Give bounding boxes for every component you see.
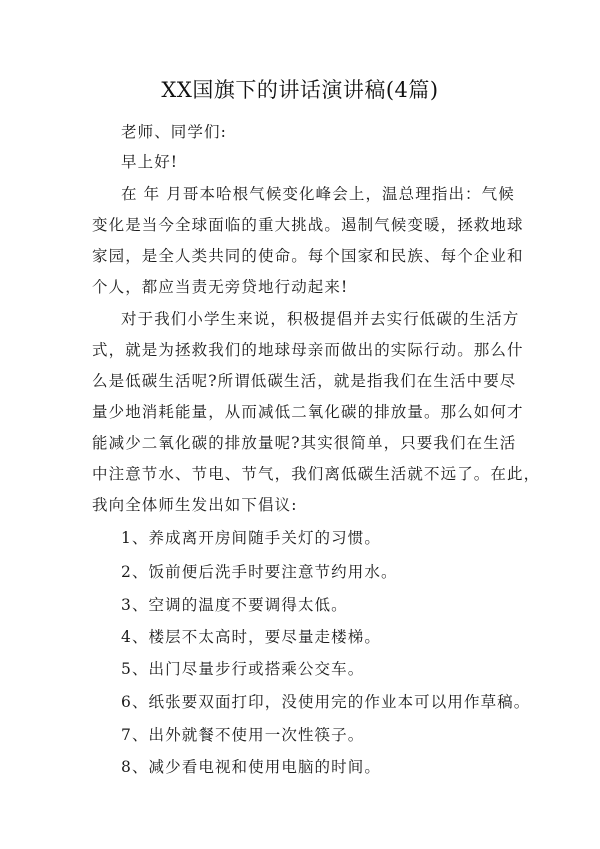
paragraph2-line: 式，就是为拯救我们的地球母亲而做出的实际行动。那么什 [92,341,524,359]
list-item: 8、减少看电视和使用电脑的时间。 [121,758,381,776]
paragraph2-line: 能减少二氧化碳的排放量呢?其实很简单，只要我们在生活 [92,434,517,452]
list-item: 1、养成离开房间随手关灯的习惯。 [121,529,381,547]
list-item: 3、空调的温度不要调得太低。 [121,596,348,614]
paragraph1-line: 变化是当今全球面临的重大挑战。遏制气候变暖，拯救地球 [92,216,524,234]
salutation: 老师、同学们: [121,123,227,141]
paragraph2-line: 我向全体师生发出如下倡议: [92,496,298,514]
list-item: 2、饭前便后洗手时要注意节约用水。 [121,563,398,581]
paragraph2-line: 么是低碳生活呢?所谓低碳生活，就是指我们在生活中要尽 [92,372,517,390]
paragraph2-line: 量少地消耗能量，从而减低二氧化碳的排放量。那么如何才 [92,403,524,421]
greeting: 早上好! [121,153,179,171]
list-item: 4、楼层不太高时，要尽量走楼梯。 [121,628,381,646]
paragraph1-line: 家园，是全人类共同的使命。每个国家和民族、每个企业和 [92,247,524,265]
paragraph2-line: 中注意节水、节电、节气，我们离低碳生活就不远了。在此， [92,465,541,483]
document-title: XX国旗下的讲话演讲稿(4篇) [161,78,439,102]
paragraph2-line: 对于我们小学生来说，积极提倡并去实行低碳的生活方 [121,310,520,328]
paragraph1-line: 在 年 月哥本哈根气候变化峰会上，温总理指出：气候 [121,185,515,203]
paragraph1-line: 个人，都应当责无旁贷地行动起来! [92,278,349,296]
list-item: 7、出外就餐不使用一次性筷子。 [121,726,365,744]
list-item: 6、纸张要双面打印，没使用完的作业本可以用作草稿。 [121,693,531,711]
list-item: 5、出门尽量步行或搭乘公交车。 [121,660,365,678]
